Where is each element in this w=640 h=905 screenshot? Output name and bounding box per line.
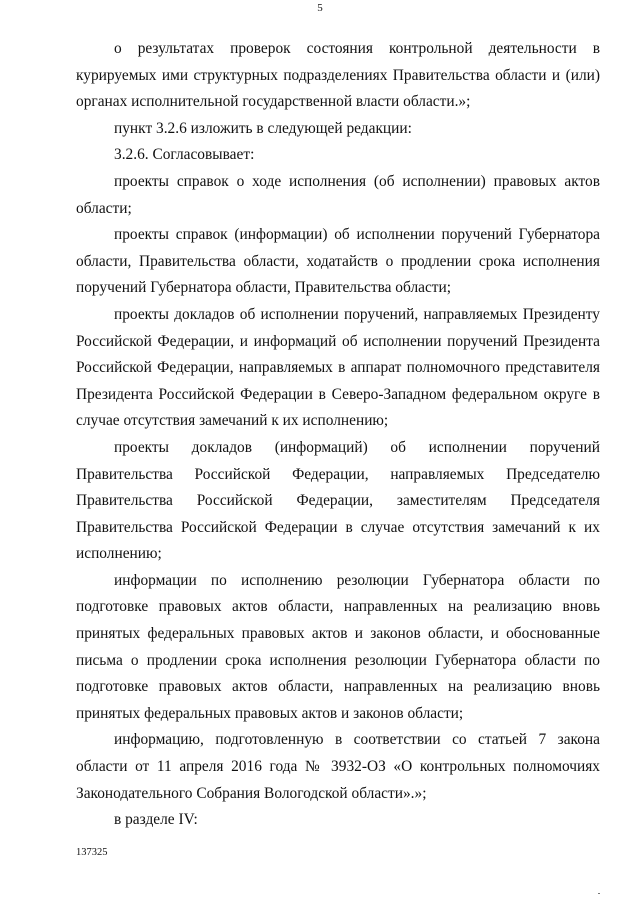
- paragraph-article-7-information: информацию, подготовленную в соответствии со статьей 7 закона области от 11 апреля 2016 года № 3932-ОЗ «О контрольных полномочиях Законодательного Собрания Вологодской области».»;: [76, 731, 600, 802]
- scan-speck: [598, 893, 600, 894]
- paragraph-governor-instructions: проекты справок (информации) об исполнении поручений Губернатора области, Правительства области, ходатайств о продлении срока исполнения поручений Губернатора области, Правительства области;: [76, 226, 600, 297]
- paragraph-president-reports: проекты докладов об исполнении поручений, направляемых Президенту Российской Федерации, и информаций об исполнении поручений Президента Российской Федерации, направляемых в аппарат полномочного представителя Президента Российской Федерации в Северо-Западном федеральном округе в случае отсутствия замечаний к их исполнению;: [76, 305, 600, 430]
- document-code: 137325: [76, 847, 108, 858]
- paragraph-3-2-6-heading: 3.2.6. Согласовывает:: [114, 146, 255, 164]
- paragraph-amend-3-2-6: пункт 3.2.6 изложить в следующей редакции:: [114, 119, 412, 137]
- paragraph-reports-legal-acts: проекты справок о ходе исполнения (об исполнении) правовых актов области;: [76, 172, 600, 217]
- paragraph-resolution-information: информации по исполнению резолюции Губернатора области по подготовке правовых актов области, направленных на реализацию вновь принятых федеральных правовых актов и законов области, и обоснованные письма о продлении срока исполнения резолюции Губернатора области по подготовке правовых актов области, направленных на реализацию вновь принятых федеральных правовых актов и законов области;: [76, 571, 600, 722]
- paragraph-control-results: о результатах проверок состояния контрольной деятельности в курируемых ими структурных подразделениях Правительства области и (или) органах исполнительной государственной власти области.»;: [76, 40, 600, 111]
- paragraph-government-reports: проекты докладов (информаций) об исполнении поручений Правительства Российской Федерации, направляемых Председателю Правительства Российской Федерации, заместителям Председателя Правительства Российской Федерации в случае отсутствия замечаний к их исполнению;: [76, 438, 600, 563]
- document-body: [76, 36, 600, 834]
- paragraph-section-iv: в разделе IV:: [114, 811, 198, 829]
- page-number: 5: [317, 2, 323, 14]
